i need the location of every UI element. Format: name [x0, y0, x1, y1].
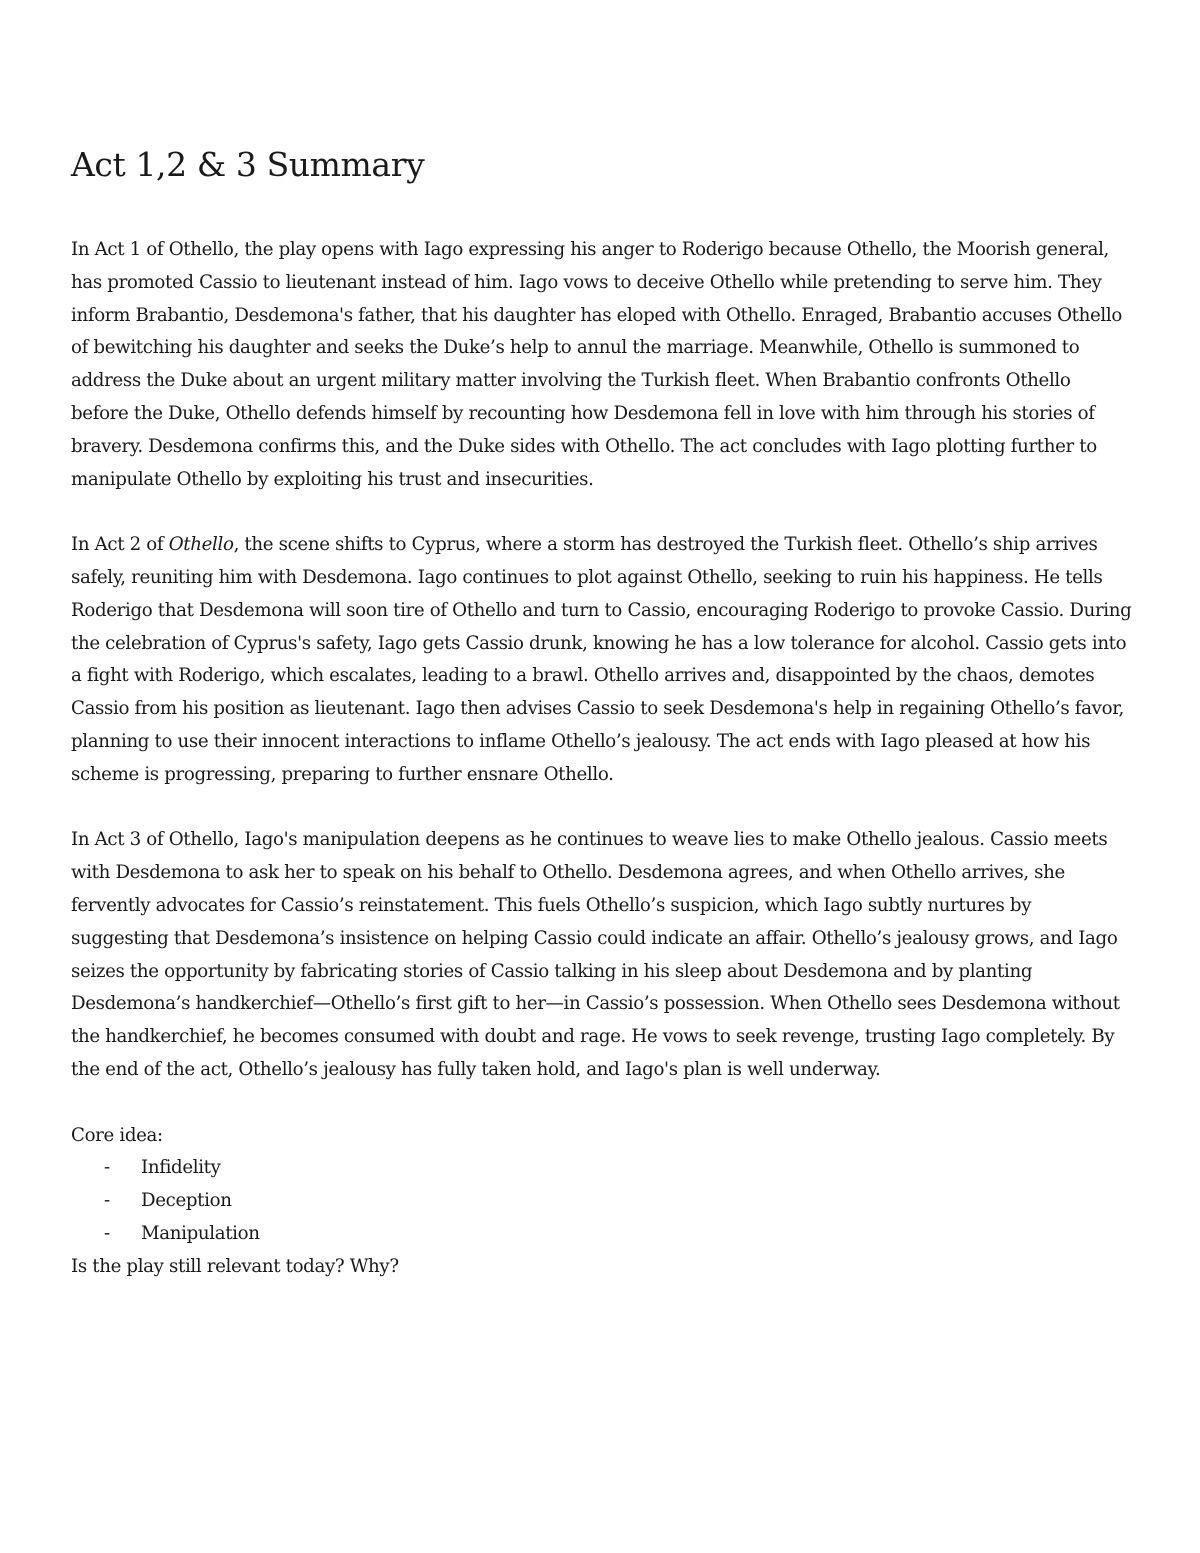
core-idea-text: Deception	[141, 1190, 232, 1212]
discussion-question: Is the play still relevant today? Why?	[71, 1255, 399, 1277]
list-item	[71, 1152, 1133, 1185]
document-page	[71, 140, 1133, 1284]
core-idea-text: Infidelity	[141, 1157, 221, 1179]
bullet-dash: -	[104, 1157, 110, 1179]
core-idea-text: Manipulation	[141, 1222, 260, 1244]
act-1-summary: In Act 1 of Othello, the play opens with Iago expressing his anger to Roderigo because Othello, the Moorish general, has promoted Cassio to lieutenant instead of him. Iago vows to deceive Othello while pretending to serve him. They inform Brabantio, Desdemona's father, that his daughter has eloped with Othello. Enraged, Brabantio accuses Othello of bewitching his daughter and seeks the Duke’s help to annul the marriage. Meanwhile, Othello is summoned to address the Duke about an urgent military matter involving the Turkish fleet. When Brabantio confronts Othello before the Duke, Othello defends himself by recounting how Desdemona fell in love with him through his stories of bravery. Desdemona confirms this, and the Duke sides with Othello. The act concludes with Iago plotting further to manipulate Othello by exploiting his trust and insecurities.	[71, 239, 1122, 490]
bullet-dash: -	[104, 1190, 110, 1212]
act-2-text: , the scene shifts to Cyprus, where a storm has destroyed the Turkish fleet. Othello’s ship arrives safely, reuniting him with Desdemona. Iago continues to plot against Othello, seeking to ruin his happiness. He tells Roderigo that Desdemona will soon tire of Othello and turn to Cassio, encouraging Roderigo to provoke Cassio. During the celebration of Cyprus's safety, Iago gets Cassio drunk, knowing he has a low tolerance for alcohol. Cassio gets into a fight with Roderigo, which escalates, leading to a brawl. Othello arrives and, disappointed by the chaos, demotes Cassio from his position as lieutenant. Iago then advises Cassio to seek Desdemona's help in regaining Othello’s favor, planning to use their innocent interactions to inflame Othello’s jealousy. The act ends with Iago pleased at how his scheme is progressing, preparing to further ensnare Othello.	[71, 534, 1132, 785]
document-title: Act 1,2 & 3 Summary	[71, 145, 425, 184]
act-3-summary: In Act 3 of Othello, Iago's manipulation deepens as he continues to weave lies to make Othello jealous. Cassio meets with Desdemona to ask her to speak on his behalf to Othello. Desdemona agrees, and when Othello arrives, she fervently advocates for Cassio’s reinstatement. This fuels Othello’s suspicion, which Iago subtly nurtures by suggesting that Desdemona’s insistence on helping Cassio could indicate an affair. Othello’s jealousy grows, and Iago seizes the opportunity by fabricating stories of Cassio talking in his sleep about Desdemona and by planting Desdemona’s handkerchief—Othello’s first gift to her—in Cassio’s possession. When Othello sees Desdemona without the handkerchief, he becomes consumed with doubt and rage. He vows to seek revenge, trusting Iago completely. By the end of the act, Othello’s jealousy has fully taken hold, and Iago's plan is well underway.	[71, 829, 1120, 1080]
play-title-italic: Othello	[168, 534, 234, 556]
core-idea-list	[71, 1152, 1133, 1250]
act-2-summary	[71, 529, 1133, 791]
list-item	[71, 1218, 1133, 1251]
document-body	[71, 234, 1133, 1284]
act-2-prefix: In Act 2 of	[71, 534, 169, 556]
core-idea-label: Core idea:	[71, 1124, 163, 1146]
bullet-dash: -	[104, 1222, 110, 1244]
list-item	[71, 1185, 1133, 1218]
